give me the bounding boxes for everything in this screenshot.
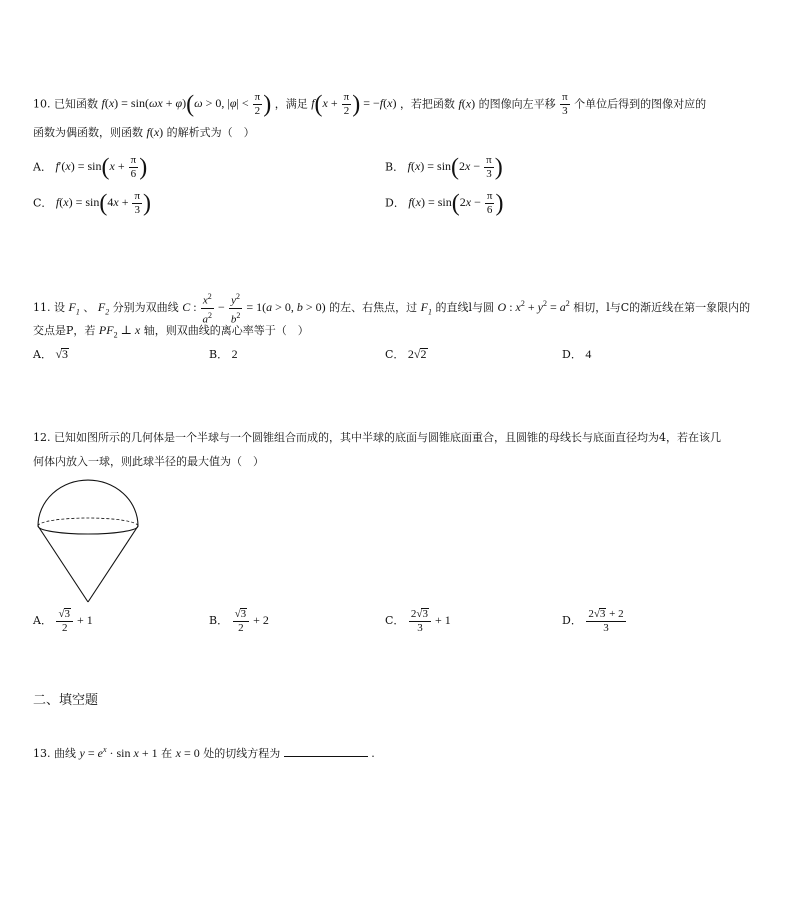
q10-formula-cond: f(x + $\frac{\pi}{2}$ ) = −f(x)	[311, 91, 397, 118]
q13-line1	[33, 742, 375, 762]
q11-line1	[33, 291, 750, 325]
q12-option-d[interactable]	[562, 608, 627, 634]
q11-option-d[interactable]	[562, 346, 591, 363]
q13-formula-point: x = 0	[175, 746, 200, 760]
q10-formula-fx2: f(x)	[146, 125, 164, 139]
q13-text: 曲线	[54, 747, 76, 760]
q11-text: 交点是P，若	[33, 324, 96, 337]
q11-text: 的左、右焦点，过	[329, 300, 418, 314]
q10-option-d[interactable]	[385, 191, 503, 216]
option-label: D．	[562, 348, 582, 361]
q12-option-c[interactable]	[385, 608, 451, 634]
option-formula: f(x) = sin(2x − $\frac{\pi}{6}$ )	[408, 190, 504, 217]
q12-text: 何体内放入一球，则此球半径的最大值为（ ）	[33, 455, 264, 468]
option-formula: $\frac{2√3}{3}$ + 1	[410, 608, 451, 634]
answer-blank[interactable]	[284, 745, 368, 757]
q11-text: 相切，l与C的渐近线在第一象限内的	[573, 300, 751, 314]
q12-text: 已知如图所示的几何体是一个半球与一个圆锥组合而成的，其中半球的底面与圆锥底面重合，且圆锥的母线长与底面直径均为4，若在该几	[54, 431, 721, 444]
q11-option-a[interactable]	[33, 346, 69, 363]
q10-formula-f: f(x) = sin(ωx + φ)(ω > 0, |φ| < $\frac{\pi}{2}$ )	[101, 91, 272, 118]
option-label: B．	[209, 348, 229, 361]
option-formula: √3	[55, 347, 69, 361]
q11-text: 分别为双曲线	[112, 300, 179, 314]
option-formula: $\frac{√3}{2}$ + 2	[234, 608, 269, 634]
base-front-arc	[38, 526, 138, 534]
q11-text: 的直线l与圆	[435, 300, 495, 314]
q10-number: 10.	[33, 97, 51, 111]
q11-text: 轴，则双曲线的离心率等于（ ）	[143, 324, 309, 337]
q10-text: 的解析式为（ ）	[166, 126, 255, 139]
q10-text: ，若把函数	[399, 97, 455, 111]
q10-text: ，满足	[274, 97, 308, 111]
q10-text: 已知函数	[54, 97, 98, 111]
q11-line2	[33, 322, 309, 343]
q10-formula-fx: f(x)	[458, 96, 476, 111]
q10-line1	[33, 92, 706, 117]
q11-option-c[interactable]	[385, 346, 428, 363]
q11-number: 11.	[33, 300, 51, 314]
q11-text: 、	[83, 300, 95, 314]
option-label: C．	[385, 348, 405, 361]
option-label: B．	[385, 160, 405, 174]
q13-text: 在	[161, 747, 173, 760]
q13-end: .	[371, 747, 375, 760]
option-label: A．	[33, 613, 52, 627]
q11-f1: $F_1$	[68, 299, 80, 317]
q11-formula-hyperbola: C : $\frac{x^2}{a^2}$ − $\frac{y^2}{b^2}$ = 1(a > 0, b > 0)	[182, 292, 326, 326]
q10-text: 个单位后得到的图像对应的	[574, 97, 707, 111]
option-value: 2	[231, 347, 238, 361]
option-formula: 2√2	[407, 347, 427, 361]
q12-line1	[33, 430, 721, 446]
q12-number: 12.	[33, 431, 51, 444]
option-formula: $\frac{√3}{2}$ + 1	[58, 608, 93, 634]
option-label: A．	[33, 160, 52, 174]
q11-formula-circle: O : $x^2 + y^2 = a^2$	[497, 298, 570, 314]
q12-option-b[interactable]	[209, 608, 269, 634]
q10-line2	[33, 124, 255, 141]
option-label: B．	[209, 613, 229, 627]
option-label: A．	[33, 348, 52, 361]
q11-option-b[interactable]	[209, 346, 238, 363]
q13-text: 处的切线方程为	[203, 747, 281, 760]
option-label: C．	[385, 613, 405, 627]
q13-formula-curve: $y = e^x \cdot \sin x + 1$	[79, 745, 158, 760]
section-title: 二、填空题	[33, 693, 99, 708]
option-label: D．	[385, 196, 405, 210]
option-formula: f′(x) = sin(x + $\frac{\pi}{6}$ )	[55, 154, 148, 181]
q10-text: 函数为偶函数，则函数	[33, 126, 143, 139]
hemisphere-arc	[38, 480, 138, 526]
option-value: 4	[585, 347, 592, 361]
cone-right-edge	[88, 526, 138, 602]
q11-f1b: $F_1$	[420, 299, 432, 317]
q11-formula-perp: $PF_2$ ⊥ x	[98, 323, 141, 340]
q13-number: 13.	[33, 747, 51, 760]
option-label: C．	[33, 196, 53, 210]
option-label: D．	[562, 613, 582, 627]
q11-f2: $F_2$	[97, 299, 110, 317]
q10-option-b[interactable]	[385, 155, 503, 180]
q10-text: 的图像向左平移	[478, 97, 556, 111]
q10-option-a[interactable]	[33, 155, 147, 180]
hemisphere-cone-figure	[30, 478, 146, 608]
option-formula: f(x) = sin(2x − $\frac{\pi}{3}$ )	[407, 154, 503, 181]
option-formula: f(x) = sin(4x + $\frac{\pi}{3}$ )	[55, 190, 152, 217]
base-back-arc	[38, 518, 138, 526]
option-formula: $\frac{2√3 + 2}{3}$	[588, 608, 624, 634]
q12-line2	[33, 454, 264, 470]
q11-text: 设	[54, 300, 65, 314]
q10-option-c[interactable]	[33, 191, 151, 216]
option-value: 2	[407, 347, 414, 361]
q12-option-a[interactable]	[33, 608, 93, 634]
cone-left-edge	[38, 526, 88, 602]
q10-formula-shift: $\frac{\pi}{3}$	[562, 91, 568, 117]
